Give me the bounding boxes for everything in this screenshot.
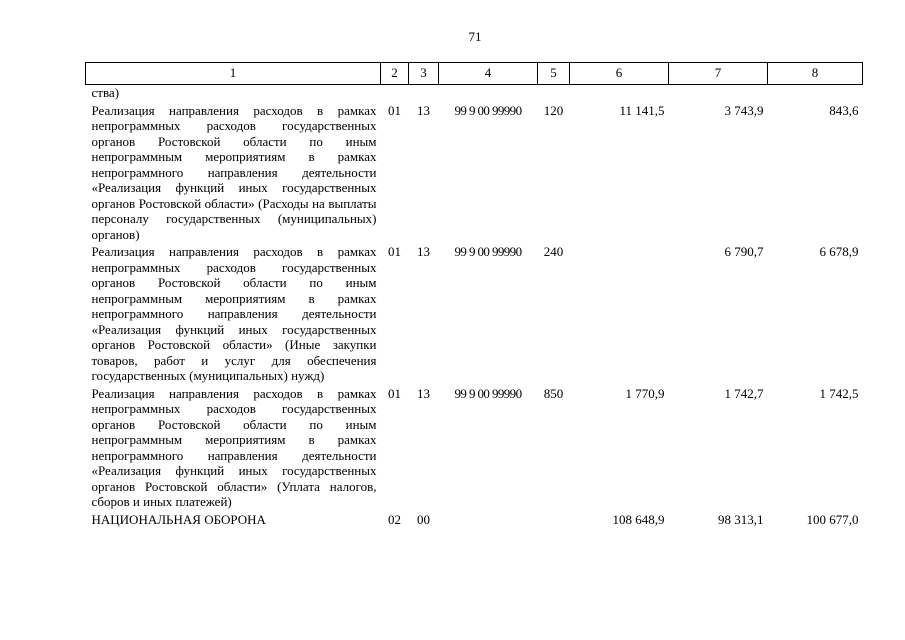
row-amount-col8: 843,6: [829, 102, 859, 118]
table-row: [86, 244, 863, 386]
header-col-7: 7: [669, 63, 768, 85]
row-subsection-code: 13: [417, 102, 430, 118]
budget-table: [85, 62, 863, 529]
row-subsection-code: 13: [417, 385, 430, 401]
row-description: Реализация направления расходов в рамках непрограммных расходов государственных органов Ростовской области по иным непрограммным мероприятиям в рамках непрограммного направления деятельности «Реализация функций иных государственных органов Ростовской области» (Уплата налогов, сборов и иных платежей): [91, 385, 377, 509]
row-amount-col7: 6 790,7: [724, 244, 764, 259]
table-header-row: [86, 63, 863, 85]
header-col-8: 8: [768, 63, 863, 85]
table-row: [86, 103, 863, 245]
row-amount-col7: 98 313,1: [718, 511, 764, 527]
row-amount-col6: 11 141,5: [619, 102, 665, 118]
header-col-1: 1: [86, 63, 381, 85]
row-section-code: 02: [388, 511, 401, 527]
header-col-6: 6: [570, 63, 669, 85]
row-amount-col7: 1 742,7: [724, 385, 764, 401]
row-amount-col7: 3 743,9: [724, 102, 764, 118]
header-col-4: 4: [439, 63, 538, 85]
row-expense-type: [538, 512, 570, 530]
row-target-code: [439, 512, 538, 530]
row-expense-type: 240: [543, 244, 564, 259]
header-col-5: 5: [538, 63, 570, 85]
row-amount-col8: 1 742,5: [819, 385, 859, 401]
continuation-row: [86, 85, 863, 103]
row-description: НАЦИОНАЛЬНАЯ ОБОРОНА: [91, 511, 266, 527]
row-target-code: 99 9 00 99990: [454, 385, 522, 401]
header-col-3: 3: [409, 63, 439, 85]
row-amount-col6: [570, 244, 669, 386]
row-expense-type: 120: [543, 102, 564, 118]
row-expense-type: 850: [543, 385, 564, 401]
row-target-code: 99 9 00 99990: [454, 102, 522, 118]
row-description: Реализация направления расходов в рамках непрограммных расходов государственных органов Ростовской области по иным непрограммным мероприятиям в рамках непрограммного направления деятельности «Реализация функций иных государственных органов Ростовской области» (Иные закупки товаров, работ и услуг для обеспечения государственных (муниципальных) нужд): [91, 244, 377, 383]
row-section-code: 01: [388, 102, 401, 118]
row-target-code: 99 9 00 99990: [454, 244, 522, 259]
row-subsection-code: 00: [417, 511, 430, 527]
row-amount-col6: 1 770,9: [625, 385, 665, 401]
row-amount-col8: 100 677,0: [806, 511, 859, 527]
row-amount-col8: 6 678,9: [819, 244, 859, 259]
table-row: [86, 386, 863, 512]
row-section-code: 01: [388, 244, 401, 259]
table-row: [86, 512, 863, 530]
row-section-code: 01: [388, 385, 401, 401]
page-number: 71: [468, 29, 482, 44]
row-subsection-code: 13: [417, 244, 430, 259]
continuation-text: ства): [91, 85, 120, 100]
row-description: Реализация направления расходов в рамках непрограммных расходов государственных органов Ростовской области по иным непрограммным мероприятиям в рамках непрограммного направления деятельности «Реализация функций иных государственных органов Ростовской области» (Расходы на выплаты персоналу государственных (муниципальных) органов): [91, 102, 377, 242]
row-amount-col6: 108 648,9: [612, 511, 665, 527]
header-col-2: 2: [381, 63, 409, 85]
